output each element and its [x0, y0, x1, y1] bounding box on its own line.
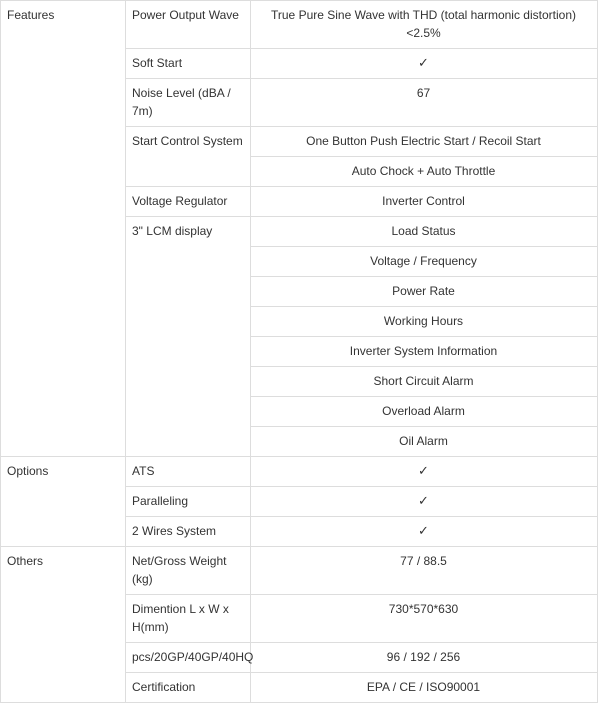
spec-value-cell: Short Circuit Alarm [251, 367, 598, 397]
checkmark-icon: ✓ [251, 517, 598, 547]
spec-label-cell: Certification [126, 673, 251, 703]
spec-value-cell: 77 / 88.5 [251, 547, 598, 595]
checkmark-icon: ✓ [251, 457, 598, 487]
table-row [1, 457, 598, 487]
table-row [1, 1, 598, 49]
spec-label-cell: Start Control System [126, 127, 251, 187]
spec-label-cell: Net/Gross Weight (kg) [126, 547, 251, 595]
spec-label-cell: Voltage Regulator [126, 187, 251, 217]
spec-label-cell: Noise Level (dBA / 7m) [126, 79, 251, 127]
category-cell: Options [1, 457, 126, 547]
category-cell: Features [1, 1, 126, 457]
spec-value-cell: True Pure Sine Wave with THD (total harmonic distortion) <2.5% [251, 1, 598, 49]
spec-value-cell: Power Rate [251, 277, 598, 307]
spec-value-cell: Auto Chock + Auto Throttle [251, 157, 598, 187]
spec-value-cell: Inverter System Information [251, 337, 598, 367]
spec-label-cell: Power Output Wave [126, 1, 251, 49]
spec-value-cell: Working Hours [251, 307, 598, 337]
spec-value-cell: 67 [251, 79, 598, 127]
table-row [1, 547, 598, 595]
spec-label-cell: 2 Wires System [126, 517, 251, 547]
spec-value-cell: Voltage / Frequency [251, 247, 598, 277]
spec-value-cell: One Button Push Electric Start / Recoil Start [251, 127, 598, 157]
spec-label-cell: Soft Start [126, 49, 251, 79]
spec-value-cell: 96 / 192 / 256 [251, 643, 598, 673]
spec-value-cell: Load Status [251, 217, 598, 247]
spec-label-cell: pcs/20GP/40GP/40HQ [126, 643, 251, 673]
spec-label-cell: ATS [126, 457, 251, 487]
spec-value-cell: Inverter Control [251, 187, 598, 217]
spec-label-cell: 3" LCM display [126, 217, 251, 457]
spec-value-cell: Overload Alarm [251, 397, 598, 427]
category-cell: Others [1, 547, 126, 703]
spec-label-cell: Dimention L x W x H(mm) [126, 595, 251, 643]
checkmark-icon: ✓ [251, 49, 598, 79]
spec-label-cell: Paralleling [126, 487, 251, 517]
spec-value-cell: Oil Alarm [251, 427, 598, 457]
spec-value-cell: EPA / CE / ISO90001 [251, 673, 598, 703]
spec-table-body [1, 1, 598, 703]
checkmark-icon: ✓ [251, 487, 598, 517]
spec-value-cell: 730*570*630 [251, 595, 598, 643]
